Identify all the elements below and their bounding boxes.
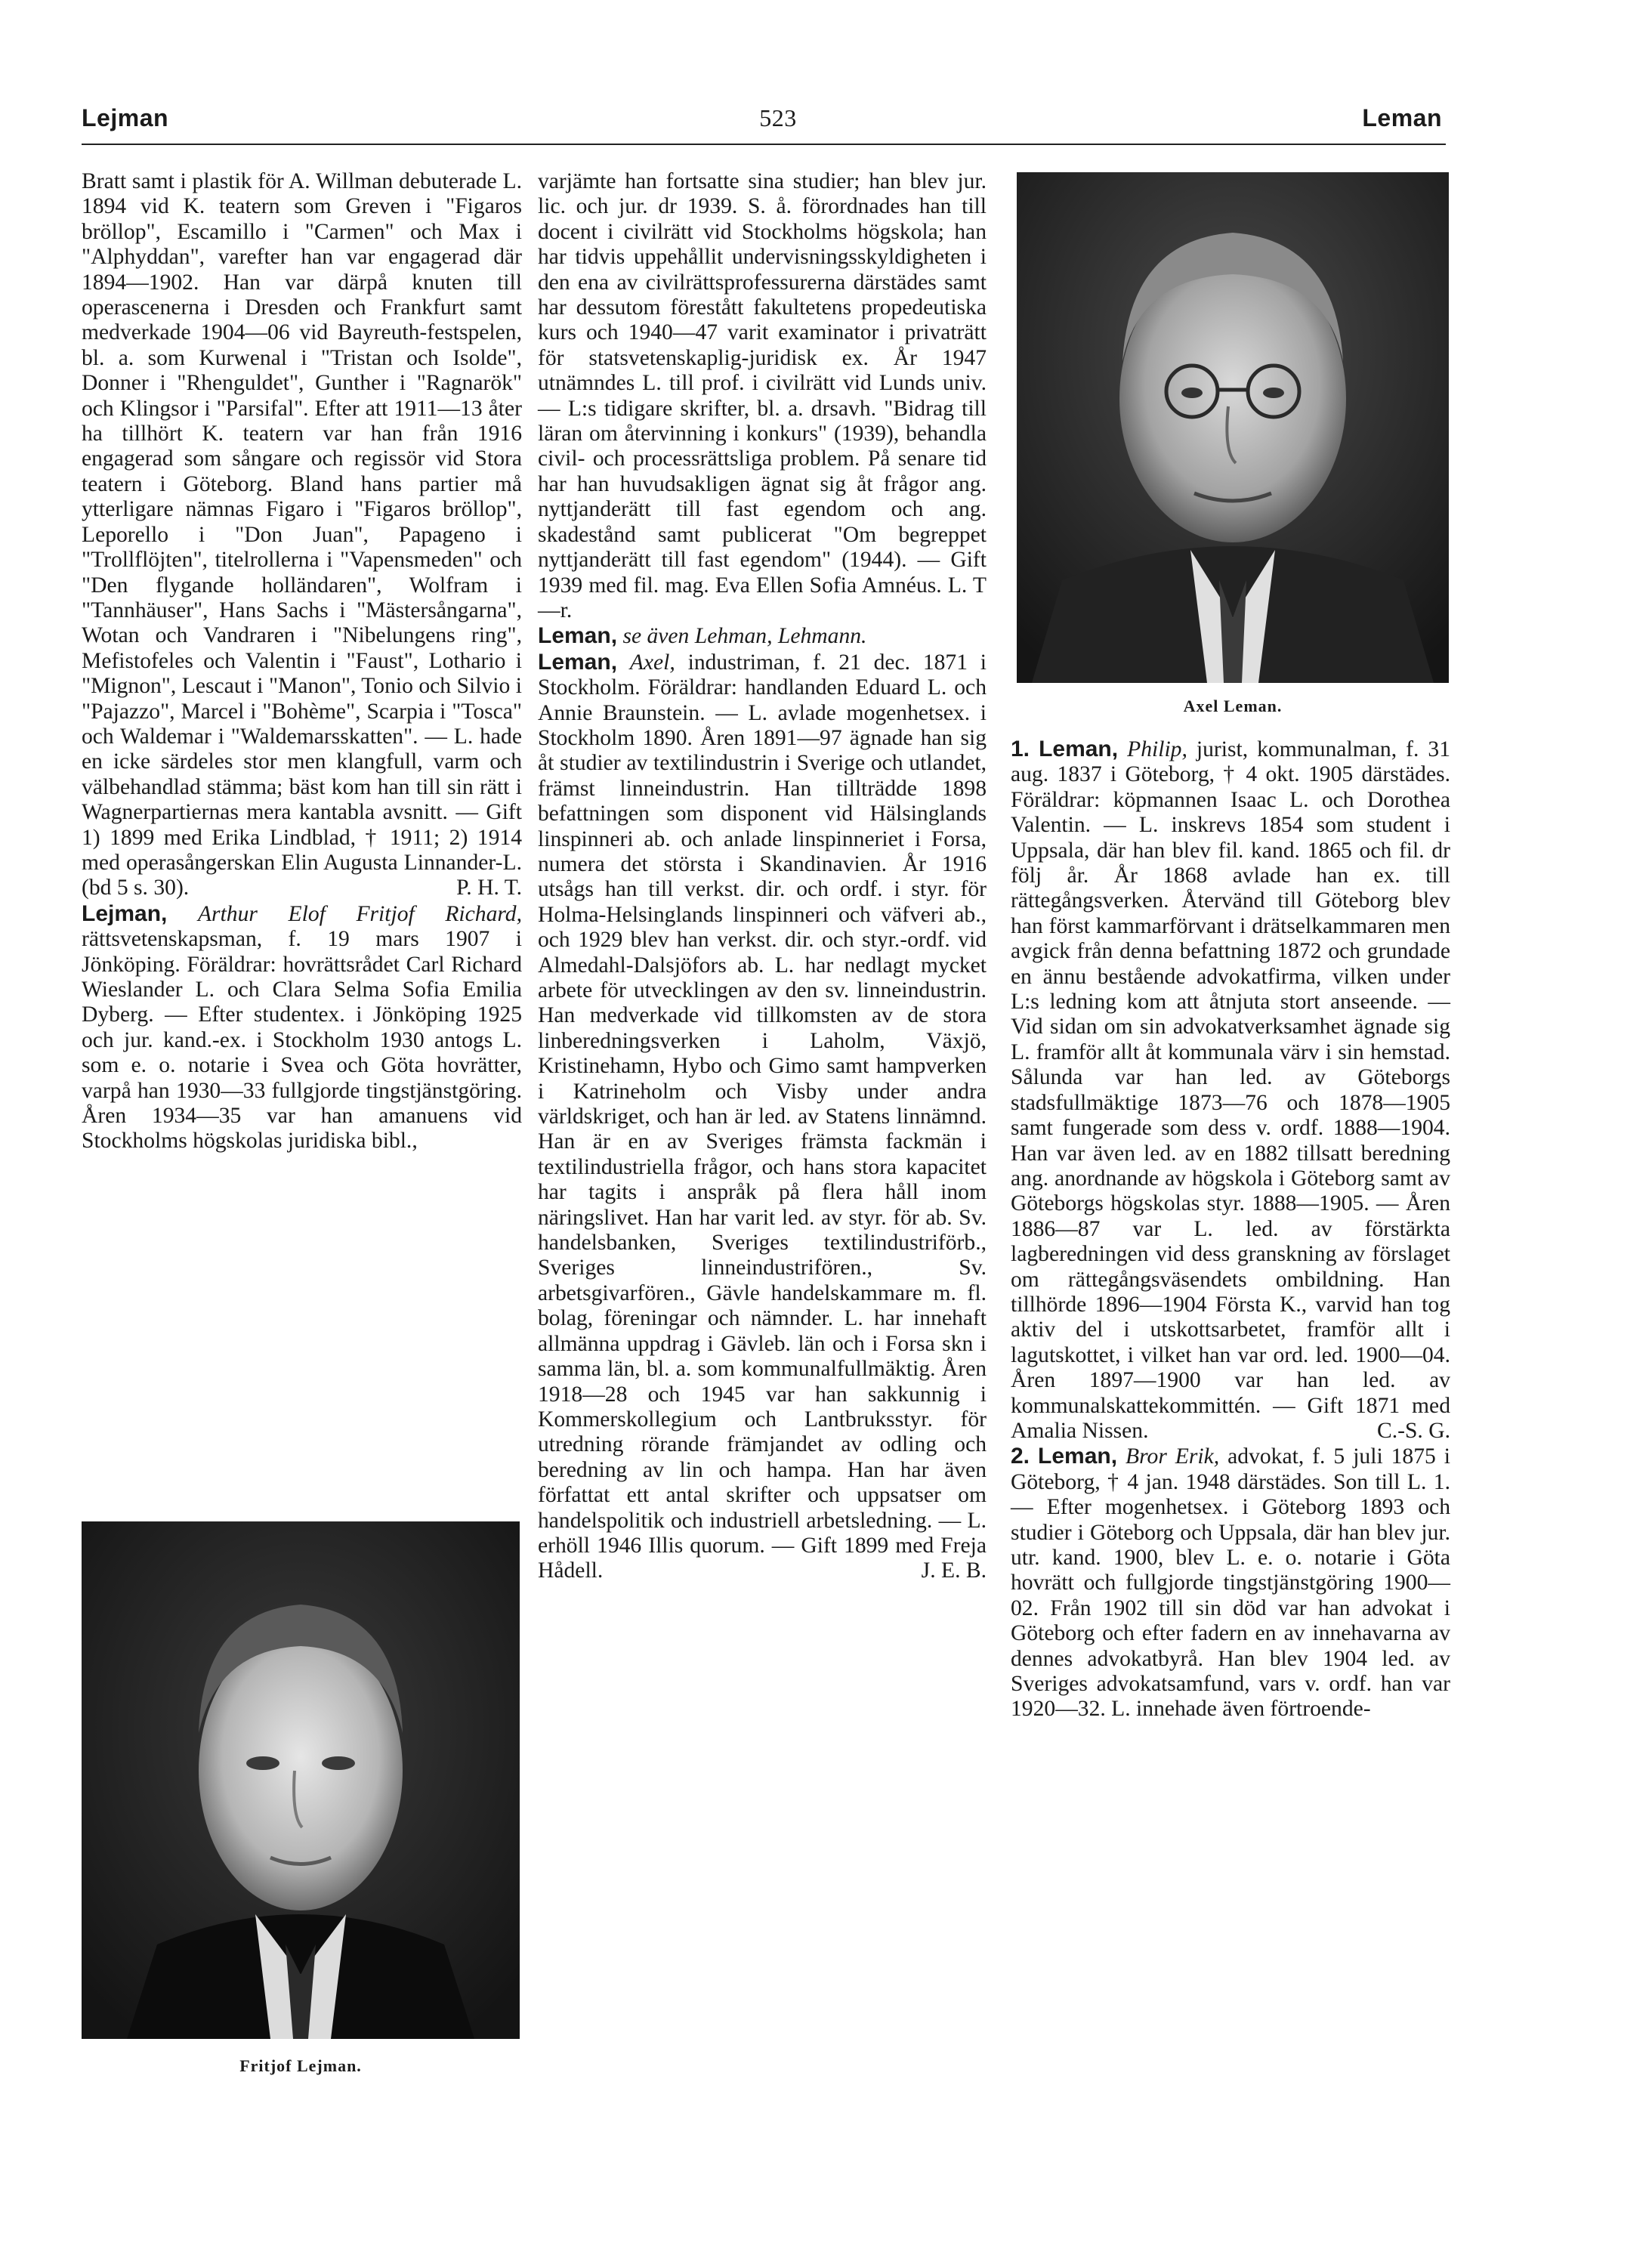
entry-philip-leman [1011,737,1450,1444]
signature: C.-S. G. [1376,1418,1450,1443]
entry-given-names: Axel, [629,650,675,675]
header-rule [82,144,1446,145]
running-head-left: Lejman [82,104,169,131]
signature: J. E. B. [921,1558,987,1583]
baritone-entry-text: Bratt samt i plastik för A. Willman debuterade L. 1894 vid K. teatern som Greven i "Figaros bröllop", Escamillo i "Carmen" och Max i "Alphyddan", varefter han var engagerad där 1894—1902. Han var därpå knuten till operascenerna i Dresden och Frankfurt samt medverkade 1904—06 vid Bayreuth-festspelen, bl. a. som Kurwenal i "Tristan och Isolde", Donner i "Rhenguldet", Gunther i "Ragnarök" och Klingsor i "Parsifal". Efter att 1911—13 åter ha tillhört K. teatern var han från 1916 engagerad som sångare och regissör vid Stora teatern i Göteborg. Bland hans partier må ytterligare nämnas Figaro i "Figaros bröllop", Leporello i "Don Juan", Papageno i "Trollflöjten", titelrollerna i "Vapensmeden" och "Den flygande holländaren", Wolfram i "Tannhäuser", Hans Sachs i "Mästersångarna", Wotan och Vandraren i "Nibelungens ring", Mefistofeles och Valentin i "Faust", Lothario i "Mignon", Lescaut i "Manon", Tonio och Silvio i "Pajazzo", Marcel i "Bohème", Scarpia i "Tosca" och Waldemar i "Waldemarsskatten". — L. hade en icke särdeles stor men klangfull, varm och välbehandlad stämma; bäst kom han till sin rätt i Wagnerpartiernas mera kantabla avsnitt. — Gift 1) 1899 med Erika Lindblad, † 1911; 2) 1914 med operasångerskan Elin Augusta Linnander-L. (bd 5 s. 30). [82,169,522,900]
column-2 [538,169,987,1584]
column-1 [82,169,522,1154]
entry-given-names: Bror Erik, [1126,1444,1220,1469]
entry-text: jurist, kommunalman, f. 31 aug. 1837 i Göteborg, † 4 okt. 1905 därstädes. Föräldrar: köpmannen Isaac L. och Dorothea Valentin. — L. inskrevs 1854 som student i Uppsala, där han blev fil. kand. 1865 och fil. dr följ år. År 1868 avlade han ex. till rättegångsverken. Återvänd till Göteborg blev han först kammarförvant i drätselkammaren men avgick från denna befattning 1872 och grundade en ännu bestående advokatfirma, vilken under L:s ledning kom att åtnjuta stort anseende. — Vid sidan om sin advokatverksamhet ägnade sig L. framför allt åt kommunala värv i sin hemstad. Sålunda var han led. av Göteborgs stadsfullmäktige 1873—76 och 1878—1905 samt fungerade som dess v. ordf. 1888—1904. Han var även led. av en 1882 tillsatt beredning ang. anordnande av högskola i Göteborg samt av Göteborgs högskolas styr. 1888—1905. — Åren 1886—87 var L. led. av förstärkta lagberedningen vid dess granskning av förslaget om rättegångsväsendets ombildning. Han tillhörde 1896—1904 Första K., varvid han tog aktiv del i utskottsarbetet, framför allt i lagutskottet, i vilket han var ord. led. 1900—04. Åren 1897—1900 var han led. av kommunalskattekommittén. — Gift 1871 med Amalia Nissen. [1011,737,1450,1443]
entry-given-names: Arthur Elof Fritjof Richard, [197,901,522,926]
entry-headword: Leman, [1038,1444,1118,1469]
column-3 [1011,737,1450,1722]
portrait-photo [82,1521,520,2039]
entry-text: industriman, f. 21 dec. 1871 i Stockholm. Föräldrar: handlanden Eduard L. och Annie Braunstein. — L. avlade mogenhetsex. i Stockholm 1890. Åren 1891—97 ägnade han sig åt studier av textilindustrin i Sverige och utlandet, främst linneindustrin. Han tillträdde 1898 befattningen som disponent vid Hälsinglands linspinneri ab. och anlade linspinneriet i Forsa, numera det största i Skandinavien. År 1916 utsågs han till verkst. dir. och ordf. i styr. för Holma-Helsinglands linspinneri och väfveri ab., och 1929 blev han verkst. dir. och styr.-ordf. vid Almedahl-Dalsjöfors ab. L. har nedlagt mycket arbete för utvecklingen av den sv. linneindustrin. Han medverkade vid tillkomsten av de stora linberedningsverken i Laholm, Växjö, Kristinehamn, Hybo och Gimo samt hampverken i Katrineholm och Visby under andra världskriget, och han är led. av Statens linnämnd. Han är en av Sveriges främsta fackmän i textilindustriella frågor, och hans stora kapacitet har tagits i anspråk på flera håll inom näringslivet. Han har varit led. av styr. för ab. Sv. handelsbanken, Sveriges textilindustriförb., Sveriges linneindustrifören., Sv. arbetsgivarfören., Gävle handelskammare m. fl. bolag, föreningar och nämnder. L. har innehaft allmänna uppdrag i Gävleb. län och i Forsa skn i samma län, bl. a. som kommunalfullmäktig. Åren 1918—28 och 1945 var han sakkunnig i Kommerskollegium och Lantbruksstyr. för utredning rörande främjandet av odling och beredning av lin och hampa. Han har även författat ett antal skrifter och uppsatser om handelspolitik och industriell arbetsledning. — L. erhöll 1946 Illis quorum. — Gift 1899 med Freja Hådell. [538,650,987,1583]
portrait-axel-leman [1017,172,1449,683]
entry-fritjof-lejman [82,901,522,1154]
caption-fritjof-lejman: Fritjof Lejman. [239,2056,362,2075]
entry-number: 1. [1011,737,1030,761]
entry-fritjof-continuation: varjämte han fortsatte sina studier; han blev jur. lic. och jur. dr 1939. S. å. förordnades han till docent i civilrätt vid Stockholms högskola; han har tidvis uppehållit undervisningsskyldigheten i den ena av civilrättsprofessurerna därstädes samt har dessutom förestått fakultetens propedeutiska kurs och 1940—47 varit examinator i privaträtt för statsvetenskaplig-juridisk ex. År 1947 utnämndes L. till prof. i civilrätt vid Lunds univ. — L:s tidigare skrifter, bl. a. drsavh. "Bidrag till läran om återvinning i konkurs" (1939), behandla civil- och processrättsliga problem. På senare tid har han huvudsakligen ägnat sig åt frågor ang. nyttjanderätt till fast egendom och ang. skadestånd samt publicerat "Om begreppet nyttjanderätt till fast egendom" (1944). — Gift 1939 med fil. mag. Eva Ellen Sofia Amnéus. L. T—r. [538,169,987,622]
entry-headword: Leman, [1039,737,1119,761]
portrait-fritjof-lejman [82,1521,520,2039]
baritone-entry-continuation [82,169,522,901]
entry-headword: Leman, [538,649,618,675]
entry-text: advokat, f. 5 juli 1875 i Göteborg, † 4 jan. 1948 därstädes. Son till L. 1. — Efter mogenhetsex. i Göteborg 1893 och studier i Göteborg och Uppsala, där han blev jur. utr. kand. 1900, blev L. e. o. notarie i Göta hovrätt och fullgjorde tingstjänstgöring 1900—02. Från 1902 till sin död var han advokat i Göteborg och efter fadern en av innehavarna av dennes advokatbyrå. Han blev 1904 led. av Sveriges advokatsamfund, vars v. ordf. han var 1920—32. L. innehade även förtroende- [1011,1444,1451,1722]
cross-reference-text: se även Lehman, Lehmann. [622,624,867,649]
page-number: 523 [759,104,797,131]
entry-text: rättsvetenskapsman, f. 19 mars 1907 i Jönköping. Föräldrar: hovrättsrådet Carl Richard Wieslander L. och Clara Selma Sofia Emilia Dyberg. — Efter studentex. i Jönköping 1925 och jur. kand.-ex. i Stockholm 1930 antogs L. som e. o. notarie i Svea och Göta hovrätter, varpå han 1930—33 fullgjorde tingstjänstgöring. Åren 1934—35 var han amanuens vid Stockholms högskolas juridiska bibl., [82,927,522,1154]
portrait-photo [1017,172,1449,683]
entry-given-names: Philip, [1127,737,1187,761]
caption-axel-leman: Axel Leman. [1183,697,1283,715]
entry-headword: Leman, [538,623,618,649]
entry-axel-leman [538,650,987,1584]
entry-erik-leman [1011,1444,1450,1722]
entry-headword: Lejman, [82,900,168,926]
cross-reference-leman [538,623,987,649]
entry-number: 2. [1011,1444,1030,1469]
signature: P. H. T. [456,876,522,900]
running-head-right: Leman [1362,104,1442,131]
